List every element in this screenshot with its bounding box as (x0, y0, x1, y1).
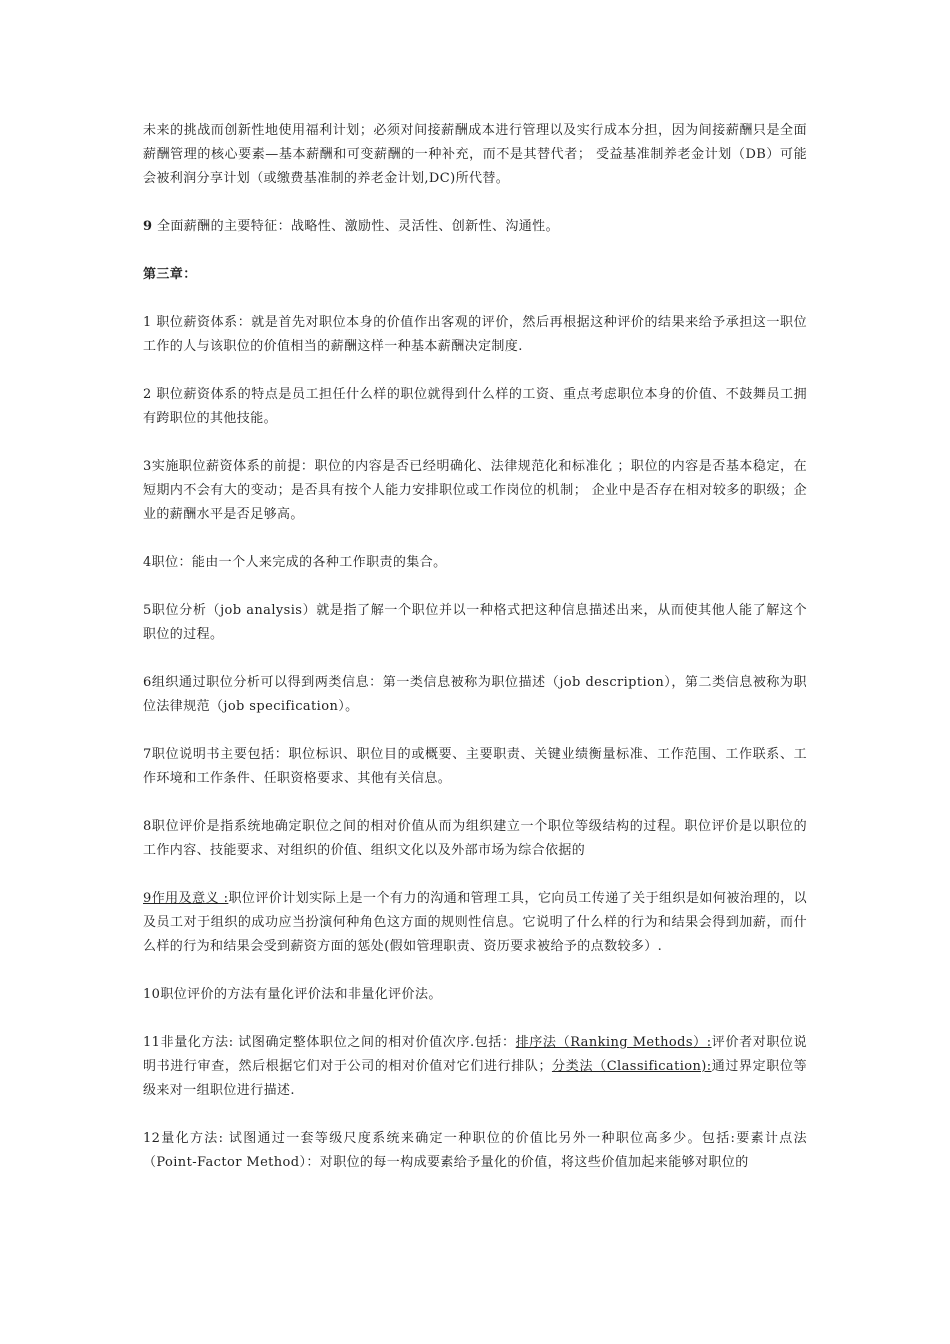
classification-text: 通过界定职位等级来对一组职位进行描述. (143, 1059, 807, 1098)
paragraph-job-pay-features: 2 职位薪资体系的特点是员工担任什么样的职位就得到什么样的工资、重点考虑职位本身的价值、不鼓舞员工拥有跨职位的其他技能。 (143, 387, 807, 426)
paragraph-job-analysis: 5职位分析（job analysis）就是指了解一个职位并以一种格式把这种信息描述出来，从而使其他人能了解这个职位的过程。 (143, 603, 807, 642)
document-page (143, 119, 807, 1199)
item-number: 9 (143, 219, 153, 234)
paragraph-job-definition: 4职位：能由一个人来完成的各种工作职责的集合。 (143, 555, 447, 570)
paragraph-evaluation-methods: 10职位评价的方法有量化评价法和非量化评价法。 (143, 987, 442, 1002)
role-significance-link[interactable]: 9作用及意义 : (143, 891, 229, 906)
paragraph-role-significance (143, 887, 807, 959)
paragraph-benefits-challenges: 未来的挑战而创新性地使用福利计划；必须对间接薪酬成本进行管理以及实行成本分担，因为间接薪酬只是全面薪酬管理的核心要素—基本薪酬和可变薪酬的一种补充，而不是其替代者； 受益基准制养老金计划（DB）可能会被利润分享计划（或缴费基准制的养老金计划,DC)所代替。 (143, 123, 807, 186)
chapter-heading: 第三章： (143, 267, 197, 282)
role-significance-text: 职位评价计划实际上是一个有力的沟通和管理工具，它向员工传递了关于组织是如何被治理的，以及员工对于组织的成功应当扮演何种角色这方面的规则性信息。它说明了什么样的行为和结果会得到加薪，而什么样的行为和结果会受到薪资方面的惩处(假如管理职责、资历要求被给予的点数较多）. (143, 891, 808, 954)
classification-link[interactable]: 分类法（Classification): (551, 1059, 712, 1074)
paragraph-job-evaluation: 8职位评价是指系统地确定职位之间的相对价值从而为组织建立一个职位等级结构的过程。职位评价是以职位的工作内容、技能要求、对组织的价值、组织文化以及外部市场为综合依据的 (143, 819, 807, 858)
ranking-methods-text: 评价者对职位说明书进行审查，然后根据它们对于公司的相对价值对它们进行排队； (143, 1035, 807, 1074)
item-text: 全面薪酬的主要特征：战略性、激励性、灵活性、创新性、沟通性。 (152, 219, 559, 234)
paragraph-total-compensation-features (143, 215, 807, 239)
paragraph-job-pay-prerequisites: 3实施职位薪资体系的前提：职位的内容是否已经明确化、法律规范化和标准化 ；职位的内容是否基本稳定，在短期内不会有大的变动；是否具有按个人能力安排职位或工作岗位的机制； 企业中是否存在相对较多的职级；企业的薪酬水平是否足够高。 (143, 459, 807, 522)
ranking-methods-link[interactable]: 排序法（Ranking Methods）: (515, 1035, 712, 1050)
paragraph-job-description-contents: 7职位说明书主要包括：职位标识、职位目的或概要、主要职责、关键业绩衡量标准、工作范围、工作联系、工作环境和工作条件、任职资格要求、其他有关信息。 (143, 747, 807, 786)
paragraph-non-quantitative-methods (143, 1031, 807, 1103)
paragraph-quantitative-methods: 12量化方法: 试图通过一套等级尺度系统来确定一种职位的价值比另外一种职位高多少。包括:要素计点法（Point-Factor Method）：对职位的每一构成要素给予量化的价值，将这些价值加起来能够对职位的 (143, 1131, 807, 1170)
paragraph-job-pay-system: 1 职位薪资体系：就是首先对职位本身的价值作出客观的评价，然后再根据这种评价的结果来给予承担这一职位工作的人与该职位的价值相当的薪酬这样一种基本薪酬决定制度. (143, 315, 807, 354)
paragraph-job-analysis-info: 6组织通过职位分析可以得到两类信息：第一类信息被称为职位描述（job description），第二类信息被称为职位法律规范（job specification）。 (143, 675, 807, 714)
non-quant-intro: 11非量化方法: 试图确定整体职位之间的相对价值次序.包括： (143, 1035, 516, 1050)
